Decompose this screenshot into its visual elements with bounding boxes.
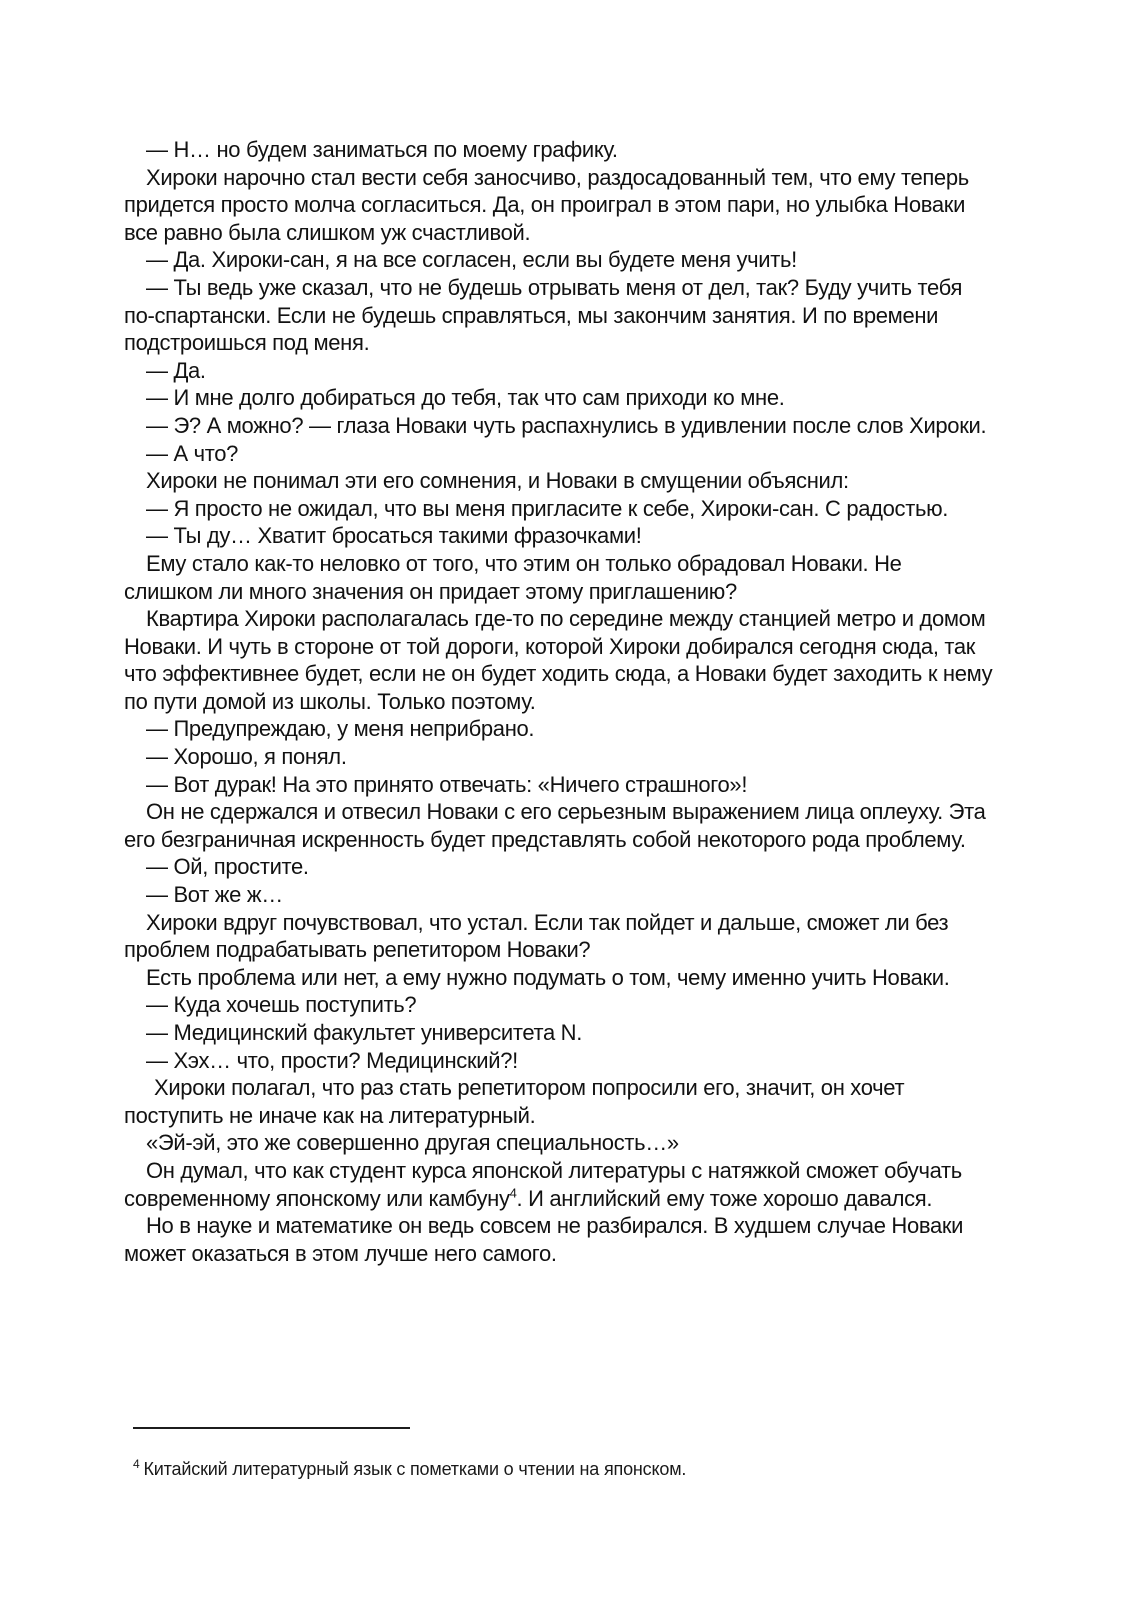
paragraph: — Вот же ж… <box>146 882 283 908</box>
paragraph: — Куда хочешь поступить? <box>146 992 417 1018</box>
paragraph: Он не сдержался и отвесил Новаки с его серьезным выражением лица оплеуху. Эта его безграничная искренность будет представлять собой некоторого рода проблему. <box>124 799 986 852</box>
paragraph: — Предупреждаю, у меня неприбрано. <box>146 716 535 742</box>
paragraph: — Я просто не ожидал, что вы меня пригласите к себе, Хироки-сан. С радостью. <box>146 495 949 521</box>
paragraph: Хироки не понимал эти его сомнения, и Новаки в смущении объяснил: <box>146 468 849 494</box>
paragraph: Квартира Хироки располагалась где-то по середине между станцией метро и домом Новаки. И чуть в стороне от той дороги, которой Хироки добирался сегодня сюда, так что эффективнее будет, если не он будет ходить сюда, а Новаки будет заходить к нему по пути домой из школы. Только поэтому. <box>124 606 993 714</box>
paragraph-text: Он думал, что как студент курса японской литературы с натяжкой сможет обучать современному японскому или камбуну <box>124 1157 962 1211</box>
paragraph: — Хэх… что, прости? Медицинский?! <box>146 1047 518 1073</box>
paragraph: — И мне долго добираться до тебя, так что сам приходи ко мне. <box>146 385 785 411</box>
paragraph: Есть проблема или нет, а ему нужно подумать о том, чему именно учить Новаки. <box>146 964 950 990</box>
paragraph: — Н… но будем заниматься по моему графику. <box>146 137 618 162</box>
paragraph-with-footnote-ref <box>124 1157 996 1212</box>
paragraph: — Э? А можно? — глаза Новаки чуть распахнулись в удивлении после слов Хироки. <box>146 412 987 438</box>
footnote-ref: 4 <box>509 1185 517 1201</box>
paragraph: — Да. <box>146 357 206 383</box>
paragraph: — Да. Хироки-сан, я на все согласен, если вы будете меня учить! <box>146 247 797 273</box>
paragraph: Но в науке и математике он ведь совсем не разбирался. В худшем случае Новаки может оказаться в этом лучше него самого. <box>124 1213 964 1266</box>
paragraph: — Ты ведь уже сказал, что не будешь отрывать меня от дел, так? Буду учить тебя по-спартански. Если не будешь справляться, мы закончим занятия. И по времени подстроишься под меня. <box>124 274 963 356</box>
text-column <box>124 136 996 1267</box>
footnote-marker: 4 <box>133 1457 140 1471</box>
paragraph: Ему стало как-то неловко от того, что этим он только обрадовал Новаки. Не слишком ли много значения он придает этому приглашению? <box>124 550 902 604</box>
paragraph-text: . И английский ему тоже хорошо давался. <box>516 1185 933 1211</box>
footnote-separator <box>133 1427 410 1429</box>
paragraph: — Ты ду… Хватит бросаться такими фразочками! <box>146 523 642 549</box>
paragraph: «Эй-эй, это же совершенно другая специальность…» <box>146 1130 679 1156</box>
footnote-text: Китайский литературный язык с пометками о чтении на японском. <box>143 1459 687 1479</box>
paragraph: — Вот дурак! На это принято отвечать: «Ничего страшного»! <box>146 771 748 797</box>
paragraph: — А что? <box>146 440 239 466</box>
paragraph: Хироки вдруг почувствовал, что устал. Если так пойдет и дальше, сможет ли без проблем подрабатывать репетитором Новаки? <box>124 909 949 963</box>
paragraph: — Хорошо, я понял. <box>146 744 347 770</box>
paragraph: Хироки нарочно стал вести себя заносчиво, раздосадованный тем, что ему теперь придется просто молча согласиться. Да, он проиграл в этом пари, но улыбка Новаки все равно была слишком уж счастливой. <box>124 164 969 245</box>
paragraph: — Ой, простите. <box>146 854 309 880</box>
footnote <box>133 1458 993 1481</box>
paragraph: — Медицинский факультет университета N. <box>146 1020 583 1045</box>
paragraph: Хироки полагал, что раз стать репетитором попросили его, значит, он хочет поступить не иначе как на литературный. <box>124 1075 905 1128</box>
